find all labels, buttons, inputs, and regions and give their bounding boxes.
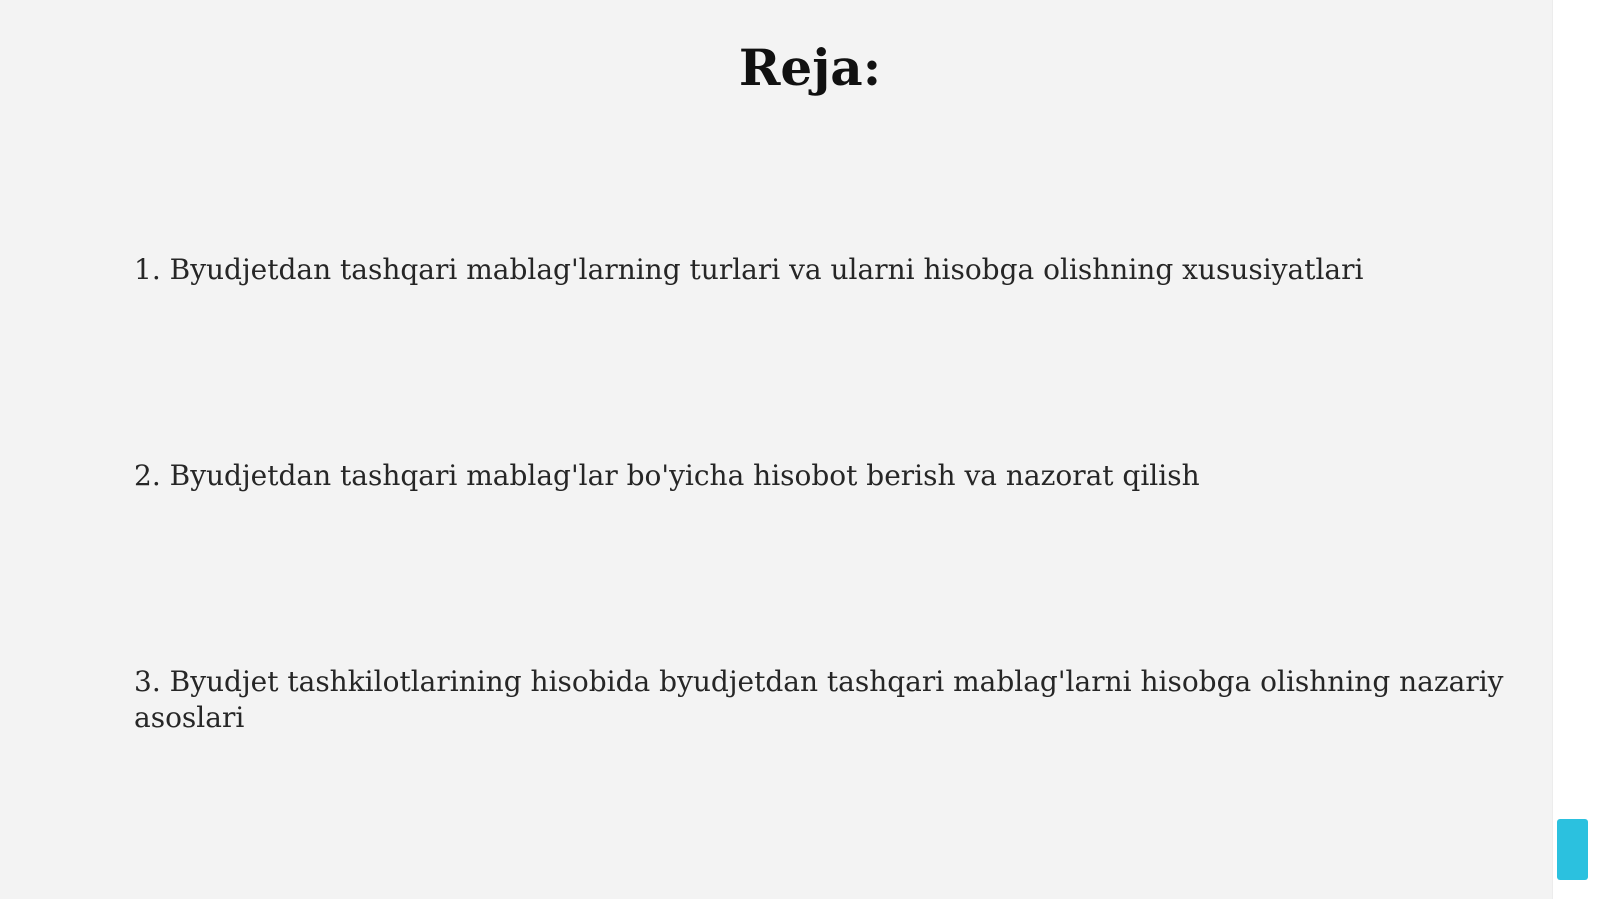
slide-title: Reja:	[738, 38, 882, 97]
plan-item-1: 1. Byudjetdan tashqari mablag'larning turlari va ularni hisobga olishning xususiyatlari	[134, 253, 1364, 286]
plan-item-2: 2. Byudjetdan tashqari mablag'lar bo'yicha hisobot berish va nazorat qilish	[134, 459, 1200, 492]
plan-item-3: 3. Byudjet tashkilotlarining hisobida byudjetdan tashqari mablag'larni hisobga olishning nazariy asoslari	[134, 665, 1504, 734]
scrollbar-thumb[interactable]	[1557, 819, 1588, 880]
scrollbar-track[interactable]	[1552, 0, 1600, 899]
